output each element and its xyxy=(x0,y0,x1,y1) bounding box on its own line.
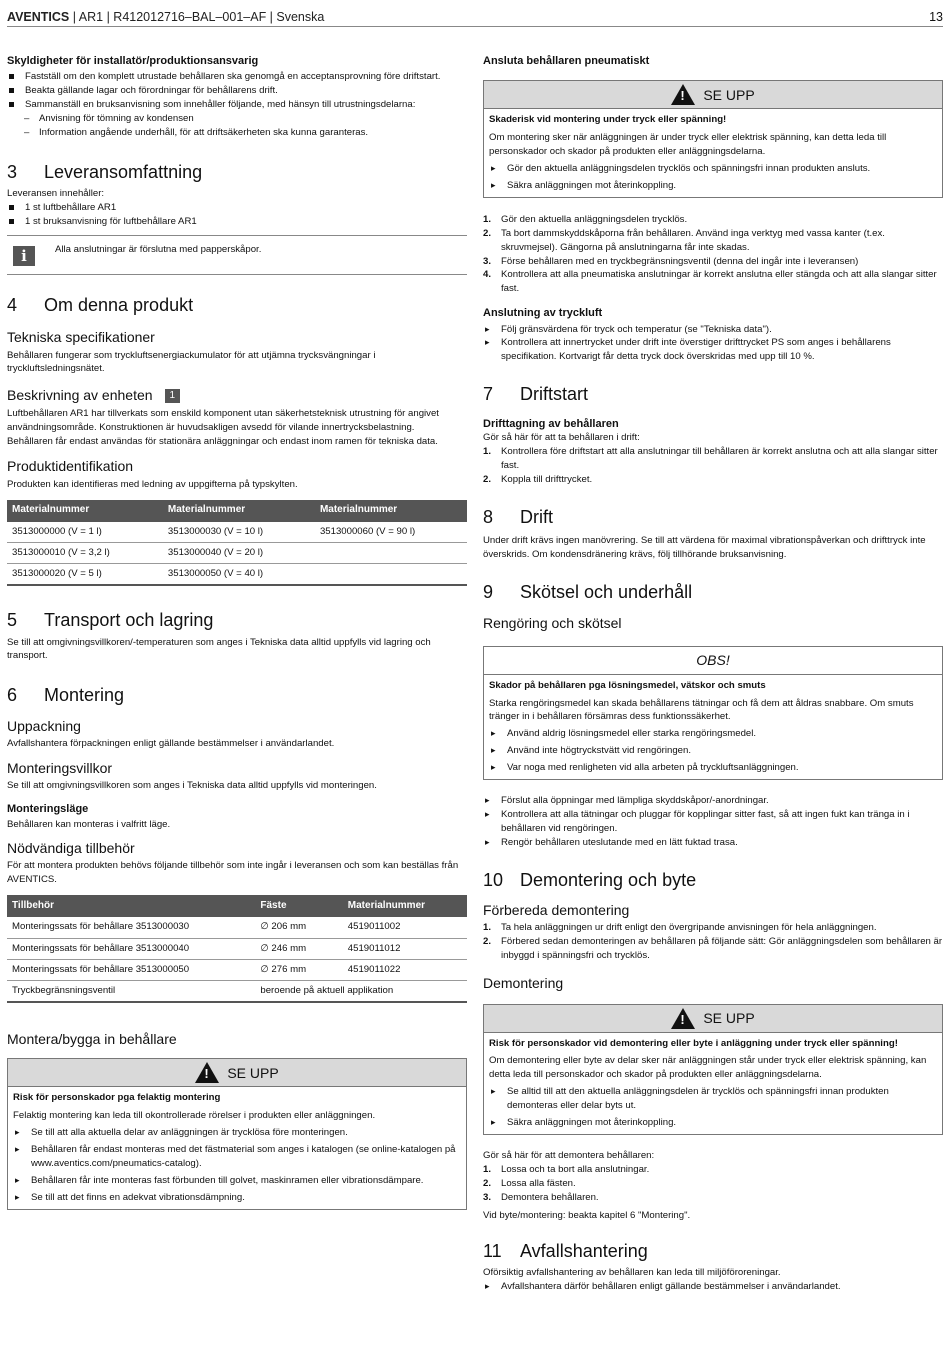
table-cell: 3513000020 (V = 5 l) xyxy=(7,564,163,585)
table-cell: Monteringssats för behållare 3513000040 xyxy=(7,938,255,959)
warning-title: Risk för personskador vid demontering eller byte i anläggning under tryck eller spänning! xyxy=(489,1037,898,1049)
table-row xyxy=(7,959,467,980)
table-row xyxy=(7,564,467,585)
warning-header xyxy=(8,1059,466,1087)
mounting-conditions-heading: Monteringsvillkor xyxy=(7,759,113,776)
table-cell xyxy=(315,543,467,564)
section-9-heading: 9 Skötsel och underhåll xyxy=(483,582,693,603)
column-header: Materialnummer xyxy=(7,500,163,522)
list-item: Sammanställ en bruksanvisning som innehåller följande, med hänsyn till utrustningsdelarna: xyxy=(7,98,467,112)
list-item: 1 st luftbehållare AR1 xyxy=(7,201,467,215)
list-item: ▸ Behållaren får endast monteras med det fästmaterial som anges i katalogen (se online-katalogen på www.aventics.com/pneumatics-catalog). xyxy=(13,1143,461,1171)
list-item: ▸ Rengör behållaren uteslutande med en lätt fuktad trasa. xyxy=(483,836,943,850)
table-row xyxy=(7,543,467,564)
list-item: 1. Gör den aktuella anläggningsdelen trycklös. xyxy=(483,213,688,225)
duties-list xyxy=(7,70,467,112)
cleaning-heading: Rengöring och skötsel xyxy=(483,614,622,631)
warning-label: SE UPP xyxy=(703,1009,755,1026)
section-3-heading: 3 Leveransomfattning xyxy=(7,161,203,182)
table-cell: 4519011022 xyxy=(343,959,467,980)
warning-list xyxy=(489,1085,937,1130)
list-item: 1. Kontrollera före driftstart att alla anslutningar till behållaren är korrekt anslutna och att alla slangar sitter fast. xyxy=(483,446,938,471)
notice-box xyxy=(483,646,943,780)
table-header-row xyxy=(7,500,467,522)
prepare-dismantling-heading: Förbereda demontering xyxy=(483,902,630,919)
table-cell: 3513000000 (V = 1 l) xyxy=(7,522,163,543)
list-item: 3. Demontera behållaren. xyxy=(483,1191,599,1203)
warning-header xyxy=(484,81,942,109)
tech-spec-heading: Tekniska specifikationer xyxy=(7,328,155,345)
dismantling-steps xyxy=(483,1163,943,1205)
section-10-heading: 10 Demontering och byte xyxy=(483,869,697,890)
commissioning-steps xyxy=(483,445,943,487)
table-row xyxy=(7,938,467,959)
table-row xyxy=(7,980,467,1001)
dismantling-intro: Gör så här för att demontera behållaren: xyxy=(483,1150,655,1161)
notice-label: OBS! xyxy=(696,651,730,668)
warning-header xyxy=(484,1005,942,1033)
warning-title: Skaderisk vid montering under tryck eller spänning! xyxy=(489,114,727,126)
list-item: ▸ Kontrollera att alla tätningar och pluggar för kopplingar sitter fast, så att ingen fukt kan tränga in i behållaren vid rengöringen. xyxy=(483,808,943,836)
warning-list xyxy=(489,162,937,193)
list-item: – Information angående underhåll, för att driftsäkerheten ska kunna garanteras. xyxy=(7,126,467,140)
operation-text: Under drift krävs ingen manövrering. Se till att värdena för maximal vibrationspåverkan och drifttryck inte överskrids. Om kondensdränering krävs, följ tillhörande bruksanvisning. xyxy=(483,535,926,561)
table-cell: ∅ 206 mm xyxy=(255,917,342,938)
section-5-heading: 5 Transport och lagring xyxy=(7,609,214,630)
mounting-conditions-text: Se till att omgivningsvillkoren som anges i Tekniska data alltid uppfylls vid monteringen. xyxy=(7,780,377,792)
mounting-position-text: Behållaren kan monteras i valfritt läge. xyxy=(7,818,171,830)
warning-label: SE UPP xyxy=(227,1064,279,1081)
unit-description-heading: Beskrivning av enheten 1 xyxy=(7,387,467,404)
table-header-row xyxy=(7,895,467,917)
list-item: ▸ Gör den aktuella anläggningsdelen trycklös och spänningsfri innan produkten ansluts. xyxy=(489,162,937,176)
column-header: Materialnummer xyxy=(315,500,467,522)
column-header: Materialnummer xyxy=(163,500,315,522)
unpacking-text: Avfallshantera förpackningen enligt gällande bestämmelser i användarlandet. xyxy=(7,737,335,749)
warning-icon: ! xyxy=(671,84,695,105)
list-item: ▸ Följ gränsvärdena för tryck och temperatur (se "Tekniska data"). xyxy=(483,323,943,337)
notice-title: Skador på behållaren pga lösningsmedel, vätskor och smuts xyxy=(489,679,766,691)
notice-text: Starka rengöringsmedel kan skada behållarens tätningar och få dem att åldras snabbare. Om smuts tränger in i behållaren försämras dess funktionssäkerhet. xyxy=(489,697,914,723)
list-item: ▸ Se till att alla aktuella delar av anläggningen är trycklösa före monteringen. xyxy=(13,1126,461,1140)
section-6-heading: 6 Montering xyxy=(7,685,125,706)
list-item: ▸ Se alltid till att den aktuella anläggningsdelen är trycklös och spänningsfri innan produkten demonteras eller delar byts ut. xyxy=(489,1085,937,1113)
disposal-list xyxy=(483,1280,943,1294)
unit-description-text-2: Behållaren får endast användas för stationära anläggningar och endast inom ramen för tekniska data. xyxy=(7,435,438,447)
warning-text: Om demontering eller byte av delar sker när anläggningen står under tryck eller elektrisk spänning, kan detta leda till personskador och skador på produkten eller anläggningsdelarna. xyxy=(489,1055,927,1081)
product-id-heading: Produktidentifikation xyxy=(7,457,134,474)
pneumatic-heading: Ansluta behållaren pneumatiskt xyxy=(483,55,650,67)
page-number: 13 xyxy=(929,10,943,24)
list-item: 1. Lossa och ta bort alla anslutningar. xyxy=(483,1163,650,1175)
table-cell: 3513000040 (V = 20 l) xyxy=(163,543,315,564)
list-item: – Anvisning för tömning av kondensen xyxy=(7,112,467,126)
unpacking-heading: Uppackning xyxy=(7,717,81,734)
table-row xyxy=(7,917,467,938)
brand-name: AVENTICS xyxy=(7,10,70,24)
list-item: ▸ Säkra anläggningen mot återinkoppling. xyxy=(489,1116,937,1130)
table-cell: beroende på aktuell applikation xyxy=(255,980,467,1001)
list-item: ▸ Kontrollera att innertrycket under drift inte överstiger drifttrycket PS som anges i behållarens specifikation. Kortvarigt får detta tryck dock överskridas med upp till 10 %. xyxy=(483,336,943,364)
table-cell: Monteringssats för behållare 3513000050 xyxy=(7,959,255,980)
info-icon: i xyxy=(13,246,35,266)
material-number-table xyxy=(7,500,467,586)
warning-box xyxy=(483,80,943,198)
column-header: Materialnummer xyxy=(343,895,467,917)
list-item: ▸ Använd inte högtryckstvätt vid rengöringen. xyxy=(489,744,937,758)
mounting-position-heading: Monteringsläge xyxy=(7,803,89,816)
table-row xyxy=(7,522,467,543)
list-item: 1. Ta hela anläggningen ur drift enligt den övergripande anvisningen för hela anläggningen. xyxy=(483,922,877,934)
table-cell: 4519011012 xyxy=(343,938,467,959)
compressed-air-heading: Anslutning av tryckluft xyxy=(483,307,603,320)
list-item: 2. Ta bort dammskyddskåporna från behållaren. Använd inga verktyg med vassa kanter (t.ex. skruvmejsel). Gängorna på anslutningarna får inte skadas. xyxy=(483,227,885,253)
list-item: ▸ Avfallshantera därför behållaren enligt gällande bestämmelser i användarlandet. xyxy=(483,1280,943,1294)
table-cell: ∅ 246 mm xyxy=(255,938,342,959)
info-text: Alla anslutningar är förslutna med papperskåpor. xyxy=(55,244,262,256)
column-header: Fäste xyxy=(255,895,342,917)
warning-box xyxy=(7,1058,467,1209)
pneumatic-steps xyxy=(483,213,943,296)
table-cell: Monteringssats för behållare 3513000030 xyxy=(7,917,255,938)
section-11-heading: 11 Avfallshantering xyxy=(483,1240,648,1261)
table-cell: 3513000010 (V = 3,2 l) xyxy=(7,543,163,564)
table-cell: ∅ 276 mm xyxy=(255,959,342,980)
warning-text: Om montering sker när anläggningen är under tryck eller elektrisk spänning, kan detta leda till personskador och skador på produkten eller anläggningsdelarna. xyxy=(489,132,887,158)
list-item: ▸ Säkra anläggningen mot återinkoppling. xyxy=(489,179,937,193)
column-header: Tillbehör xyxy=(7,895,255,917)
list-item: 2. Lossa alla fästen. xyxy=(483,1177,576,1189)
dismantling-heading: Demontering xyxy=(483,974,564,991)
delivery-list xyxy=(7,201,467,229)
list-item: ▸ Var noga med renligheten vid alla arbeten på tryckluftsanläggningen. xyxy=(489,761,937,775)
compressed-air-list xyxy=(483,323,943,365)
list-item: 2. Förbered sedan demonteringen av behållaren på följande sätt: Gör anläggningsdelen som behållaren är inbyggd i spänningsfri och trycklös. xyxy=(483,935,943,961)
table-cell: 3513000030 (V = 10 l) xyxy=(163,522,315,543)
prepare-dismantling-steps xyxy=(483,921,943,963)
warning-text: Felaktig montering kan leda till okontrollerade rörelser i produkten eller anläggningen. xyxy=(13,1110,376,1122)
warning-icon: ! xyxy=(671,1008,695,1029)
info-note xyxy=(7,235,467,275)
list-item: ▸ Förslut alla öppningar med lämpliga skyddskåpor/-anordningar. xyxy=(483,794,943,808)
right-column xyxy=(483,54,943,1294)
accessories-text: För att montera produkten behövs följande tillbehör som inte ingår i leveransen och som kan beställas från AVENTICS. xyxy=(7,860,459,886)
warning-label: SE UPP xyxy=(703,86,755,103)
table-cell: 3513000050 (V = 40 l) xyxy=(163,564,315,585)
list-item: ▸ Använd aldrig lösningsmedel eller starka rengöringsmedel. xyxy=(489,727,937,741)
disposal-text: Oförsiktig avfallshantering av behållaren kan leda till miljöföroreningar. xyxy=(483,1267,781,1279)
product-id-text: Produkten kan identifieras med ledning av uppgifterna på typskylten. xyxy=(7,478,298,490)
figure-reference: 1 xyxy=(165,389,181,403)
duties-sublist xyxy=(7,112,467,140)
delivery-intro: Leveransen innehåller: xyxy=(7,188,105,200)
table-cell: 3513000060 (V = 90 l) xyxy=(315,522,467,543)
left-column xyxy=(7,54,467,1210)
doc-reference: | AR1 | R412012716–BAL–001–AF | Svenska xyxy=(69,10,325,24)
section-4-heading: 4 Om denna produkt xyxy=(7,295,194,316)
warning-title: Risk för personskador pga felaktig montering xyxy=(13,1092,221,1104)
list-item: 2. Koppla till drifttrycket. xyxy=(483,473,593,485)
transport-text: Se till att omgivningsvillkoren/-temperaturen som anges i Tekniska data alltid uppfylls vid lagring och transport. xyxy=(7,636,431,662)
tech-spec-text: Behållaren fungerar som tryckluftsenergiackumulator för att utjämna trycksvängningar i tryckluftsledningsnätet. xyxy=(7,349,376,375)
mount-container-heading: Montera/bygga in behållare xyxy=(7,1030,177,1047)
page-header xyxy=(7,7,943,27)
list-item: ▸ Behållaren får inte monteras fast förbunden till golvet, maskinramen eller vibrationsdämpare. xyxy=(13,1174,461,1188)
list-item: ▸ Se till att det finns en adekvat vibrationsdämpning. xyxy=(13,1191,461,1205)
list-item: 1 st bruksanvisning för luftbehållare AR1 xyxy=(7,215,467,229)
commissioning-intro: Gör så här för att ta behållaren i drift: xyxy=(483,432,640,444)
notice-list xyxy=(489,727,937,775)
warning-list xyxy=(13,1126,461,1205)
list-item: 3. Förse behållaren med en tryckbegränsningsventil (denna del ingår inte i leveransen) xyxy=(483,255,859,267)
section-8-heading: 8 Drift xyxy=(483,506,553,527)
table-cell xyxy=(315,564,467,585)
cleaning-list xyxy=(483,794,943,850)
accessories-table xyxy=(7,895,467,1002)
list-item: Fastställ om den komplett utrustade behållaren ska genomgå en acceptansprovning före driftstart. xyxy=(7,70,467,84)
warning-box xyxy=(483,1004,943,1135)
list-item: Beakta gällande lagar och förordningar för behållarens drift. xyxy=(7,84,467,98)
list-item: 4. Kontrollera att alla pneumatiska anslutningar är korrekt anslutna eller stängda och att alla slangar sitter fast. xyxy=(483,269,937,295)
table-cell: 4519011002 xyxy=(343,917,467,938)
notice-header xyxy=(484,647,942,675)
section-7-heading: 7 Driftstart xyxy=(483,384,589,405)
table-cell: Tryckbegränsningsventil xyxy=(7,980,255,1001)
replacement-note: Vid byte/montering: beakta kapitel 6 "Montering". xyxy=(483,1209,691,1221)
unit-description-text: Luftbehållaren AR1 har tillverkats som enskild komponent utan säkerhetsteknisk utrustning för angivet användningsområde. Konstruktionen är huvudsakligen avsedd för vilande innertrycksbelastning. xyxy=(7,408,439,434)
duties-title: Skyldigheter för installatör/produktionsansvarig xyxy=(7,55,259,67)
accessories-heading: Nödvändiga tillbehör xyxy=(7,839,135,856)
commissioning-heading: Drifttagning av behållaren xyxy=(483,417,619,430)
warning-icon: ! xyxy=(195,1062,219,1083)
